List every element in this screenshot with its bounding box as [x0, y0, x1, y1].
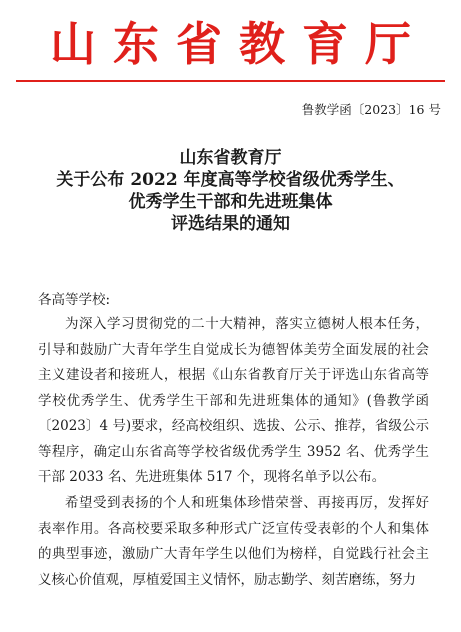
- title-line-2: 关于公布 2022 年度高等学校省级优秀学生、: [56, 170, 405, 190]
- body-paragraph-1: 为深入学习贯彻党的二十大精神，落实立德树人根本任务，引导和鼓励广大青年学生自觉成长为德智体美劳全面发展的社会主义建设者和接班人，根据《山东省教育厅关于评选山东省高等学校优秀学生、优秀学生干部和先进班集体的通知》(鲁教学函〔2023〕4 号)要求，经高校组织、选拔、公示、推荐，省级公示等程序，确定山东省高等学校省级优秀学生 3952 名、优秀学生干部 2033 名、先进班集体 517 个，现将名单予以公布。: [38, 316, 429, 485]
- letterhead-agency-name: 山东省教育厅: [50, 17, 428, 71]
- title-line-3: 优秀学生干部和先进班集体: [128, 192, 333, 212]
- body-paragraph-2: 希望受到表扬的个人和班集体珍惜荣誉、再接再厉，发挥好表率作用。各高校要采取多种形式广泛宣传受表彰的个人和集体的典型事迹，激励广大青年学生以他们为榜样，自觉践行社会主义核心价值观，厚植爱国主义情怀，励志勤学、刻苦磨练，努力: [38, 495, 429, 588]
- letterhead-red-rule: [16, 80, 445, 82]
- document-number: 鲁教学函〔2023〕16 号: [301, 102, 441, 117]
- salutation: 各高等学校:: [38, 292, 111, 308]
- title-line-4: 评选结果的通知: [171, 214, 290, 234]
- title-line-1: 山东省教育厅: [179, 148, 282, 168]
- document-title: [0, 147, 461, 235]
